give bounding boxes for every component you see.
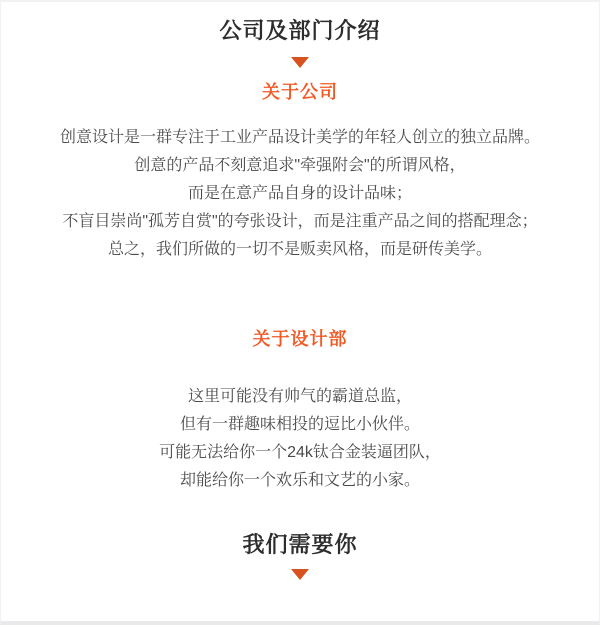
about-company-text — [1, 124, 599, 264]
about-design-heading: 关于设计部 — [252, 329, 348, 349]
about-company-line: 而是在意产品自身的设计品味； — [187, 185, 412, 202]
about-company-heading: 关于公司 — [262, 82, 338, 102]
section-divider — [1, 57, 599, 68]
need-you-title: 我们需要你 — [242, 532, 358, 557]
about-design-line: 却能给你一个欢乐和文艺的小家。 — [179, 472, 420, 489]
page-title: 公司及部门介绍 — [219, 18, 381, 43]
about-design-text — [1, 383, 599, 495]
about-company-line: 总之，我们所做的一切不是贩卖风格，而是研传美学。 — [107, 241, 492, 258]
about-company-line: 不盲目崇尚"孤芳自赏"的夸张设计，而是注重产品之间的搭配理念； — [62, 213, 538, 230]
about-design-line: 但有一群趣味相投的逗比小伙伴。 — [179, 416, 420, 433]
about-company-line: 创意设计是一群专注于工业产品设计美学的年轻人创立的独立品牌。 — [59, 129, 540, 146]
triangle-down-icon — [291, 57, 309, 68]
section-divider — [1, 569, 599, 580]
about-company-line: 创意的产品不刻意追求"牵强附会"的所谓风格， — [134, 157, 466, 174]
about-design-line: 这里可能没有帅气的霸道总监， — [187, 388, 412, 405]
triangle-down-icon — [291, 569, 309, 580]
about-design-line: 可能无法给你一个24k钛合金装逼团队， — [159, 444, 441, 461]
